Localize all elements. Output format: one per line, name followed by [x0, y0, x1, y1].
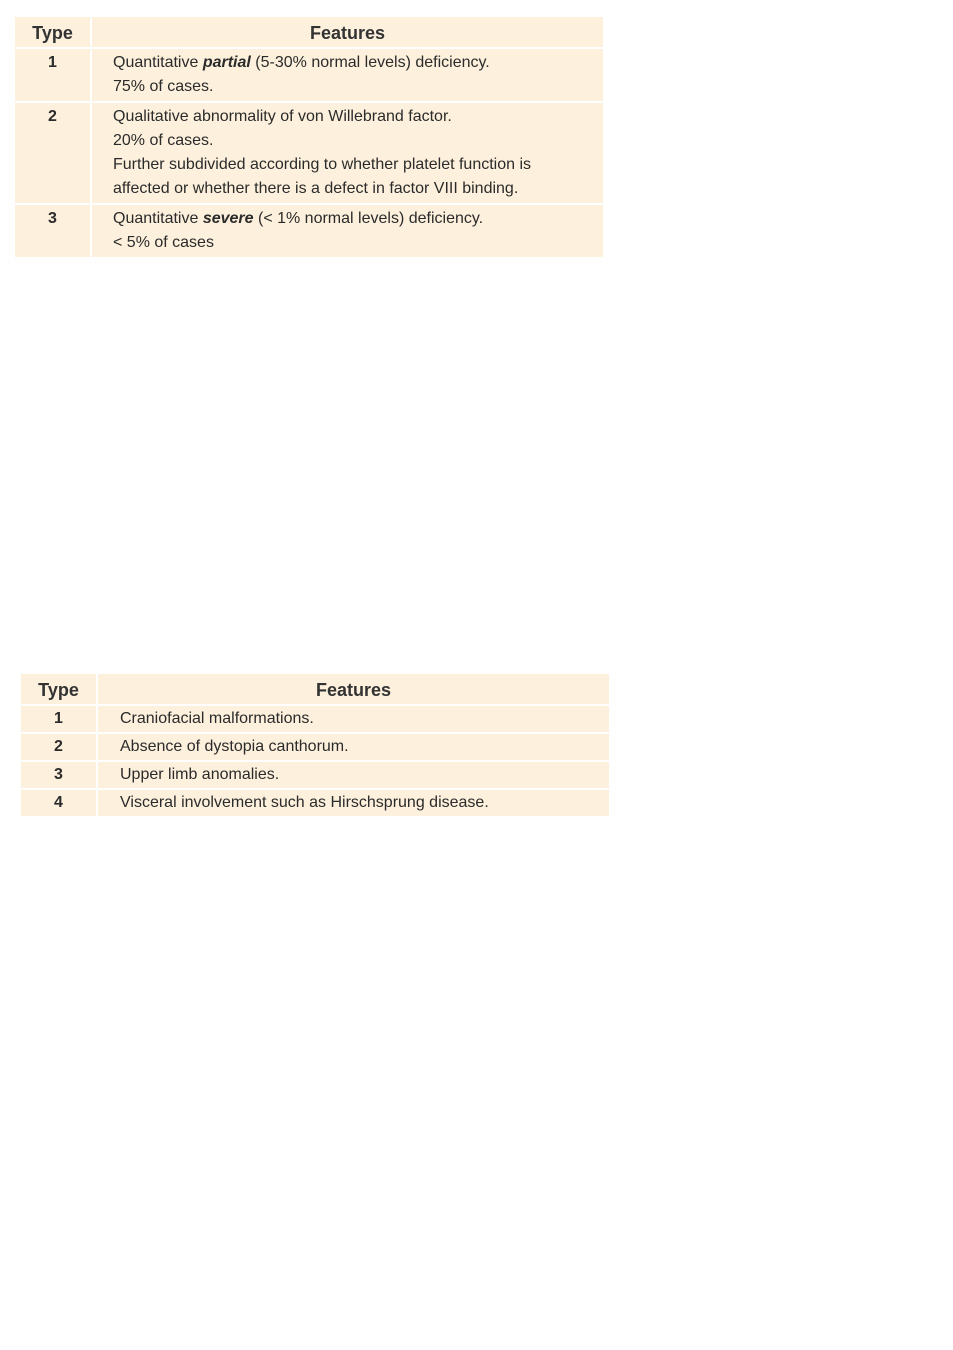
- type-cell: 4: [21, 788, 98, 816]
- type-cell: 3: [21, 760, 98, 788]
- type-cell: 3: [15, 203, 92, 257]
- feature-line: [113, 207, 595, 231]
- feature-line: 20% of cases.: [113, 132, 214, 149]
- table-row: [15, 101, 603, 203]
- type-cell: 2: [21, 732, 98, 760]
- feature-text: (5-30% normal levels) deficiency.: [250, 54, 490, 71]
- feature-text: (< 1% normal levels) deficiency.: [253, 210, 484, 227]
- features-column-header: Features: [315, 680, 392, 700]
- table-header-row: [21, 674, 609, 704]
- feature-line: Further subdivided according to whether platelet function is: [113, 156, 532, 173]
- table-row: [21, 760, 609, 788]
- table-row: [21, 732, 609, 760]
- feature-line: [113, 51, 595, 75]
- feature-emphasis: partial: [202, 54, 251, 71]
- type-cell: 1: [15, 47, 92, 101]
- feature-line: Qualitative abnormality of von Willebrand factor.: [113, 108, 452, 125]
- feature-text: Quantitative: [113, 54, 203, 71]
- features-cell: Absence of dystopia canthorum.: [98, 732, 609, 760]
- type-cell: 1: [21, 704, 98, 732]
- feature-emphasis: severe: [202, 210, 254, 227]
- feature-text: Quantitative: [113, 210, 203, 227]
- features-cell: Upper limb anomalies.: [98, 760, 609, 788]
- table-row: [21, 704, 609, 732]
- features-cell: [92, 47, 603, 101]
- table-row: [21, 788, 609, 816]
- features-cell: Visceral involvement such as Hirschsprung disease.: [98, 788, 609, 816]
- feature-line: 75% of cases.: [113, 78, 214, 95]
- features-cell: [92, 101, 603, 203]
- feature-line: < 5% of cases: [113, 234, 214, 251]
- type-column-header: Type: [15, 17, 92, 47]
- features-cell: Craniofacial malformations.: [98, 704, 609, 732]
- features-cell: [92, 203, 603, 257]
- table-row: [15, 47, 603, 101]
- type-column-header: Type: [21, 674, 98, 704]
- type-cell: 2: [15, 101, 92, 203]
- table-row: [15, 203, 603, 257]
- table-header-row: [15, 17, 603, 47]
- feature-line: affected or whether there is a defect in factor VIII binding.: [113, 180, 519, 197]
- von-willebrand-types-table: [15, 17, 603, 257]
- waardenburg-types-table: [21, 674, 609, 816]
- features-column-header: Features: [309, 23, 386, 43]
